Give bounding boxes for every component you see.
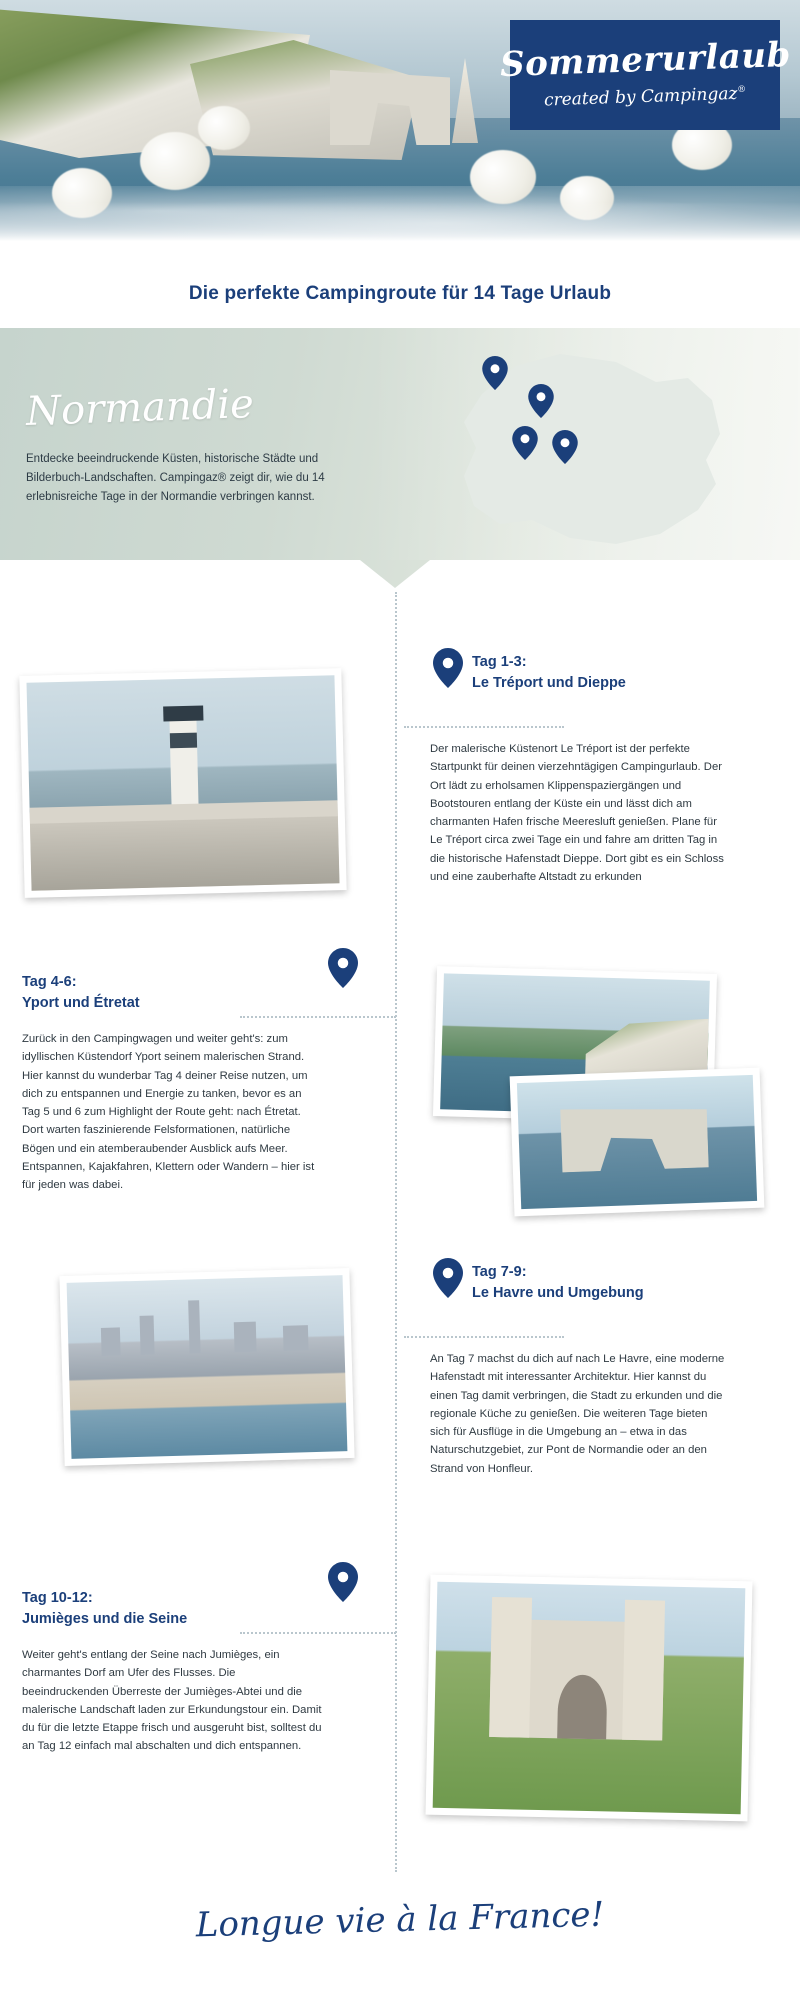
brand-logo-title: Sommerurlaub bbox=[498, 34, 792, 86]
stop-days-4: Tag 10-12: bbox=[22, 1590, 93, 1606]
lighthouse-tower bbox=[169, 716, 199, 808]
registered-mark: ® bbox=[736, 84, 747, 96]
brand-logo-subtitle bbox=[543, 83, 746, 110]
stop-name-3: Le Havre und Umgebung bbox=[472, 1285, 644, 1302]
page-title: Die perfekte Campingroute für 14 Tage Urlaub bbox=[188, 283, 612, 304]
intro-text: Entdecke beeindruckende Küsten, historische Städte und Bilderbuch-Landschaften. Campingaz® zeigt dir, wie du 14 erlebnisreiche Tage in der Normandie verbringen kannst. bbox=[26, 453, 325, 503]
lighthouse-band bbox=[169, 733, 197, 748]
hero-fade bbox=[0, 202, 800, 248]
stop-body-1: Der malerische Küstenort Le Tréport ist der perfekte Startpunkt für deinen vierzehntägigen Campingurlaub. Der Ort lädt zu erholsamen Klippenspaziergängen und Bootstouren entlang der Küste ein und lässt dich am charmanten Hafen frische Meeresluft genießen. Plane für Le Tréport circa zwei Tage ein und fahre am dritten Tag in die historische Hafenstadt Dieppe. Dort gibt es ein Schloss und eine zauberhafte Altstadt zu erkunden bbox=[430, 743, 724, 884]
map-pin-1 bbox=[482, 356, 508, 390]
photo-le-treport bbox=[19, 668, 346, 898]
photo-jumieges bbox=[426, 1575, 753, 1822]
region-title: Normandie bbox=[25, 381, 255, 435]
stop-days-2: Tag 4-6: bbox=[22, 974, 77, 990]
stop-name-1: Le Tréport und Dieppe bbox=[472, 675, 626, 692]
map-pin-3 bbox=[512, 426, 538, 460]
stop-pin-4 bbox=[328, 1562, 358, 1602]
stop-name-4: Jumièges und die Seine bbox=[22, 1611, 188, 1628]
stop-days-1: Tag 1-3: bbox=[472, 654, 527, 670]
timeline-branch-1 bbox=[404, 726, 564, 728]
city-building bbox=[101, 1327, 121, 1356]
photo-le-havre bbox=[59, 1268, 354, 1466]
stop-pin-1 bbox=[433, 648, 463, 688]
stop-body-3: An Tag 7 machst du dich auf nach Le Havre, eine moderne Hafenstadt mit interessanter Architektur. Hier kannst du einen Tag damit verbringen, die Stadt zu erkunden und die regionale Küche zu genießen. Die weiteren Tage bieten sich für Ausflüge in die Umgebung an – etwa in das Naturschutzgebiet, zur Pont de Normandie oder an den Strand von Honfleur. bbox=[430, 1353, 725, 1475]
stop-title-2 bbox=[22, 972, 312, 1014]
photo-le-treport-image bbox=[27, 675, 340, 890]
stop-pin-2 bbox=[328, 948, 358, 988]
timeline-branch-4 bbox=[240, 1632, 396, 1634]
abbey-tower-right bbox=[622, 1599, 665, 1740]
stop-name-2: Yport und Étretat bbox=[22, 995, 140, 1012]
flower-icon bbox=[470, 150, 536, 204]
brand-logo bbox=[498, 20, 792, 130]
stop-body-2: Zurück in den Campingwagen und weiter geht's: zum idyllischen Küstendorf Yport seinem malerischen Strand. Hier kannst du wunderbar Tag 4 deiner Reise nutzen, um dich zu entspannen und Energie zu tanken, bevor es an Tag 5 und 6 zum Highlight der Route geht: nach Étretat. Dort warten faszinierende Felsformationen, natürliche Bögen und ein atemberaubender Ausblick aufs Meer. Entspannen, Kajakfahren, Klettern oder Wandern – hier ist für jeden was dabei. bbox=[22, 1033, 315, 1192]
map-pin-2 bbox=[528, 384, 554, 418]
flower-icon bbox=[140, 132, 210, 190]
stop-title-4 bbox=[22, 1588, 312, 1630]
timeline-branch-3 bbox=[404, 1336, 564, 1338]
city-building bbox=[139, 1316, 154, 1355]
map-shape bbox=[420, 348, 760, 578]
timeline-line bbox=[395, 592, 397, 1872]
stop-days-3: Tag 7-9: bbox=[472, 1264, 527, 1280]
timeline-branch-2 bbox=[240, 1016, 396, 1018]
city-building bbox=[233, 1322, 256, 1353]
city-building bbox=[189, 1300, 202, 1353]
photo-jumieges-image bbox=[433, 1582, 746, 1814]
stop-body-4: Weiter geht's entlang der Seine nach Jumièges, ein charmantes Dorf am Ufer des Flusses. Die beeindruckenden Überreste der Jumièges-Abtei und die malerische Landschaft laden zur Erkundungstour ein. Damit du für die letzte Etappe frisch und ausgeruht bist, solltest du an Tag 12 einfach mal abschalten und dich entspannen. bbox=[22, 1649, 322, 1753]
stop-pin-3 bbox=[433, 1258, 463, 1298]
footer-slogan: Longue vie à la France! bbox=[195, 1894, 605, 1946]
photo-etretat-arch-image bbox=[517, 1075, 757, 1209]
rock-arch-shape bbox=[560, 1104, 708, 1172]
flower-icon bbox=[198, 106, 250, 150]
lighthouse-lantern bbox=[163, 706, 203, 722]
abbey-tower-left bbox=[490, 1597, 533, 1738]
map-pin-4 bbox=[552, 430, 578, 464]
stop-title-1 bbox=[472, 652, 762, 694]
photo-etretat-arch bbox=[510, 1068, 765, 1217]
normandie-map bbox=[420, 348, 760, 578]
photo-le-havre-image bbox=[67, 1275, 348, 1459]
stop-title-3 bbox=[472, 1262, 762, 1304]
pier-surface bbox=[30, 817, 340, 891]
city-building bbox=[283, 1325, 309, 1350]
brand-logo-subtitle-text: created by Campingaz bbox=[543, 83, 738, 111]
